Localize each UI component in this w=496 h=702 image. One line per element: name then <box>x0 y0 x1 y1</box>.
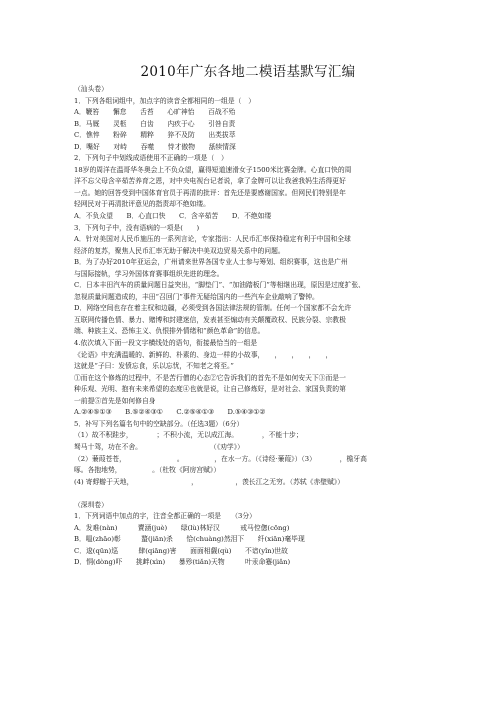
text-line: （汕头卷） <box>74 85 108 93</box>
text-line: 端、种族主义、恐怖主义、仇恨排外情绪和“颜色革命”的信息。 <box>74 327 265 336</box>
text-line: (4) 寄蜉蝣于天地， ， ，羡长江之无穷。（苏轼《赤壁赋》） <box>74 477 345 486</box>
text-line: 互联网传播色情、暴力、赌博和封建迷信，发表甚至煽动有关颠覆政权、民族分裂、宗教极 <box>74 315 346 324</box>
text-line: 4.依次填入下面一段文字横线处的语句，衔接最恰当的一组是 <box>74 339 258 348</box>
text-line: 经济的复苏，聚焦人民币汇率无助于解决中美双边贸易关系中的问题。 <box>74 246 285 255</box>
text-line: D．嘴好 对峙 吞噬 恃才傲物 舐犊情深 <box>74 142 236 151</box>
text-line: B．马厩 灵柩 白齿 内疚于心 引咎自责 <box>74 119 236 128</box>
text-line: 2．下列句子中划线成语使用不正确的一项是（ ） <box>74 154 228 163</box>
text-line: 3．下列句子中，没有语病的一项是( ) <box>74 223 200 232</box>
text-line: A．鞭笞 懈怠 舌苔 心旷神怡 百战不殆 <box>74 108 236 117</box>
text-line: （2）蒹葭苍苍， 。 ，在水一方。（《诗经·蒹葭》）（3） ，檐牙高 <box>74 454 367 463</box>
text-line: D．网络空间也存在着主权和边疆，必须受到各国法律法规的管制。任何一个国家都不会允许 <box>74 304 352 313</box>
document-body <box>74 84 426 569</box>
text-line: A．不负众望 B．心直口快 C．含辛茹苦 D．不绝如缕 <box>74 212 272 221</box>
text-line: 1．下列各组词组中，加点字的读音全都相同的一组是（ ） <box>74 96 256 105</box>
blank-line <box>74 488 426 500</box>
text-line: 一点。她的回答受到中国体育官员于再清的批评：首先还是要感谢国家。但网民们特别是年 <box>74 188 346 197</box>
text-line: D．恫(dòng)吓 挑衅(xìn) 暴殄(tiǎn)天物 叶汞命蹇(jiǎn) <box>74 558 291 567</box>
text-line: 种乐观、光明、抱有未来希望的态度④也就是说，让自己修炼好，是对社会、家国负责的第 <box>74 385 346 394</box>
text-line: 《论语》中充满温暖的、新鲜的、朴素的、身边一样的小故事， ， ， ， ， <box>74 350 333 359</box>
text-line: ①而在这个修炼的过程中，不是苦行僧的心态②它告诉我们的首先不是如何安天下③而是一 <box>74 373 346 382</box>
text-line: B．为了办好2010年亚运会，广州请来世界各国专业人士参与筹划、组织赛事，这也是广州 <box>74 258 348 267</box>
text-line: C．憔悴 粉碎 精粹 猝不及防 出类拔萃 <box>74 131 236 140</box>
text-line: A．针对美国对人民币施压的一系列言论，专家指出：人民币汇率保持稳定有利于中国和全球 <box>74 235 351 244</box>
text-line: 轻网民对于再清批评意见的指责却不绝如缕。 <box>74 200 210 209</box>
text-line: 驽马十驾，功在不舍。 （《劝学》） <box>74 442 244 451</box>
text-line: （1）故不积跬步， ；不积小流，无以成江海。 ，不能十步； <box>74 431 303 440</box>
text-line: C．日本丰田汽车的质量问题日益突出，“脚垫门”、“加油踏板门”等相继出现，原因是过度扩张、 <box>74 281 365 290</box>
text-line: A.②④⑤①③ B.⑤②④③① C.②⑤④①③ D.⑤④③①② <box>74 408 266 417</box>
text-line: （深圳卷） <box>74 500 108 509</box>
text-line: 与国际接轨，学习外国体育赛事组织先进的理念。 <box>74 269 224 278</box>
text-line: 1．下列词语中加点的字，注音全都正确的一项是 （3分） <box>74 512 256 521</box>
document-title: 2010年广东各地二模语基默写汇编 <box>140 64 356 80</box>
text-line: A．发难(nàn) 賣涵(juè) 绿(lù)林好汉 戒马倥偬(cōng) <box>74 523 290 532</box>
text-line: C．逡(qūn)巡 肆(qiāng)害 面面相觑(qù) 不谙(yǐn)世故 <box>74 546 288 555</box>
text-line: 忽视质量问题造成的，丰田“召回门”事件无疑给国内的一些汽车企业敲响了警钟。 <box>74 292 319 301</box>
text-line: 这就是“子曰：发愤忘食，乐以忘忧，不知老之将至。” <box>74 362 234 371</box>
text-line: 18岁的周洋在温哥华冬奥会上不负众望，赢得短道速滑女子1500米比赛金牌。心直口快的周 <box>74 165 352 174</box>
text-line: 洋不忘父母含辛茹苦养育之恩，对中央电视台记者说，拿了金牌可以让我爸我妈生活得更好 <box>74 177 346 186</box>
text-line: 啄。各抱地势， 。（杜牧《阿房宫赋》） <box>74 466 221 475</box>
text-line: 一前提⑤首先是如何修自身 <box>74 396 156 405</box>
text-line: 5．补写下列名篇名句中的空缺部分。（任选3题）（6分） <box>74 419 244 428</box>
text-line: B．嗢(zhāo)彰 蝥(jiān)杀 恰(chuàng)然泪下 纤(xiān)毫毕现 <box>74 535 305 544</box>
